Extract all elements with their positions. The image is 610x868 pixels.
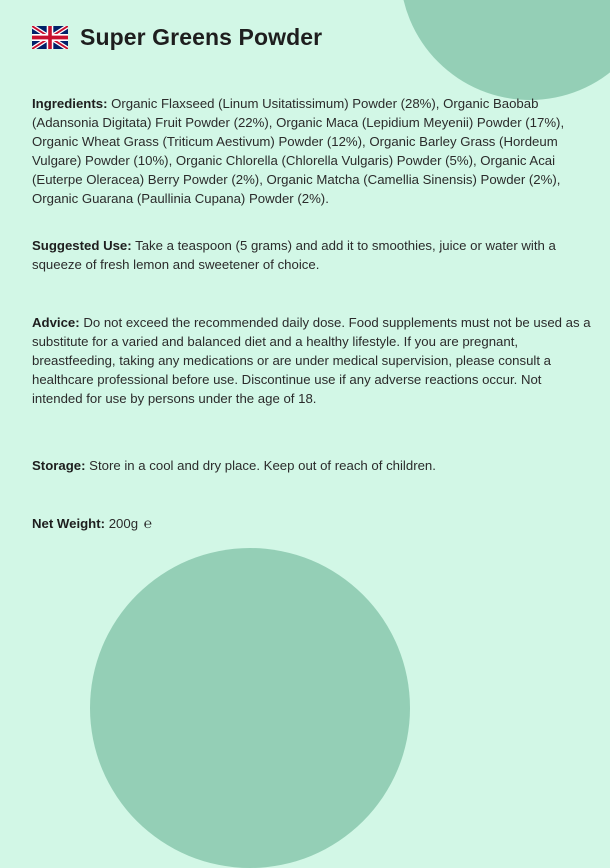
ingredients-section — [32, 94, 592, 208]
ingredients-text: Organic Flaxseed (Linum Usitatissimum) Powder (28%), Organic Baobab (Adansonia Digitata) Fruit Powder (22%), Organic Maca (Lepidium Meyenii) Powder (17%), Organic Wheat Grass (Triticum Aestivum) Powder (12%), Organic Barley Grass (Hordeum Vulgare) Powder (10%), Organic Chlorella (Chlorella Vulgaris) Powder (5%), Organic Acai (Euterpe Oleracea) Berry Powder (2%), Organic Matcha (Camellia Sinensis) Powder (2%), Organic Guarana (Paullinia Cupana) Powder (2%). — [32, 96, 565, 206]
storage-label: Storage: — [32, 458, 86, 473]
advice-text: Do not exceed the recommended daily dose. Food supplements must not be used as a substitute for a varied and balanced diet and a healthy lifestyle. If you are pregnant, breastfeeding, taking any medications or are under medical supervision, please consult a healthcare professional before use. Discontinue use if any adverse reactions occur. Not intended for use by persons under the age of 18. — [32, 315, 591, 406]
estimated-sign-icon: ℮ — [143, 515, 153, 531]
suggested-use-section — [32, 236, 592, 274]
storage-text: Store in a cool and dry place. Keep out of reach of children. — [89, 458, 436, 473]
uk-flag-icon — [32, 26, 68, 49]
storage-section — [32, 456, 592, 475]
decorative-circle-bottom — [90, 548, 410, 868]
ingredients-label: Ingredients: — [32, 96, 108, 111]
advice-label: Advice: — [32, 315, 80, 330]
decorative-circle-top — [400, 0, 610, 100]
net-weight-label: Net Weight: — [32, 516, 106, 531]
page-header — [32, 20, 322, 54]
net-weight-value: 200g — [108, 516, 139, 531]
suggested-use-label: Suggested Use: — [32, 238, 132, 253]
page-title: Super Greens Powder — [80, 23, 323, 50]
advice-section — [32, 313, 592, 408]
net-weight-section — [32, 514, 592, 533]
suggested-use-text: Take a teaspoon (5 grams) and add it to smoothies, juice or water with a squeeze of fresh lemon and sweetener of choice. — [32, 238, 556, 272]
